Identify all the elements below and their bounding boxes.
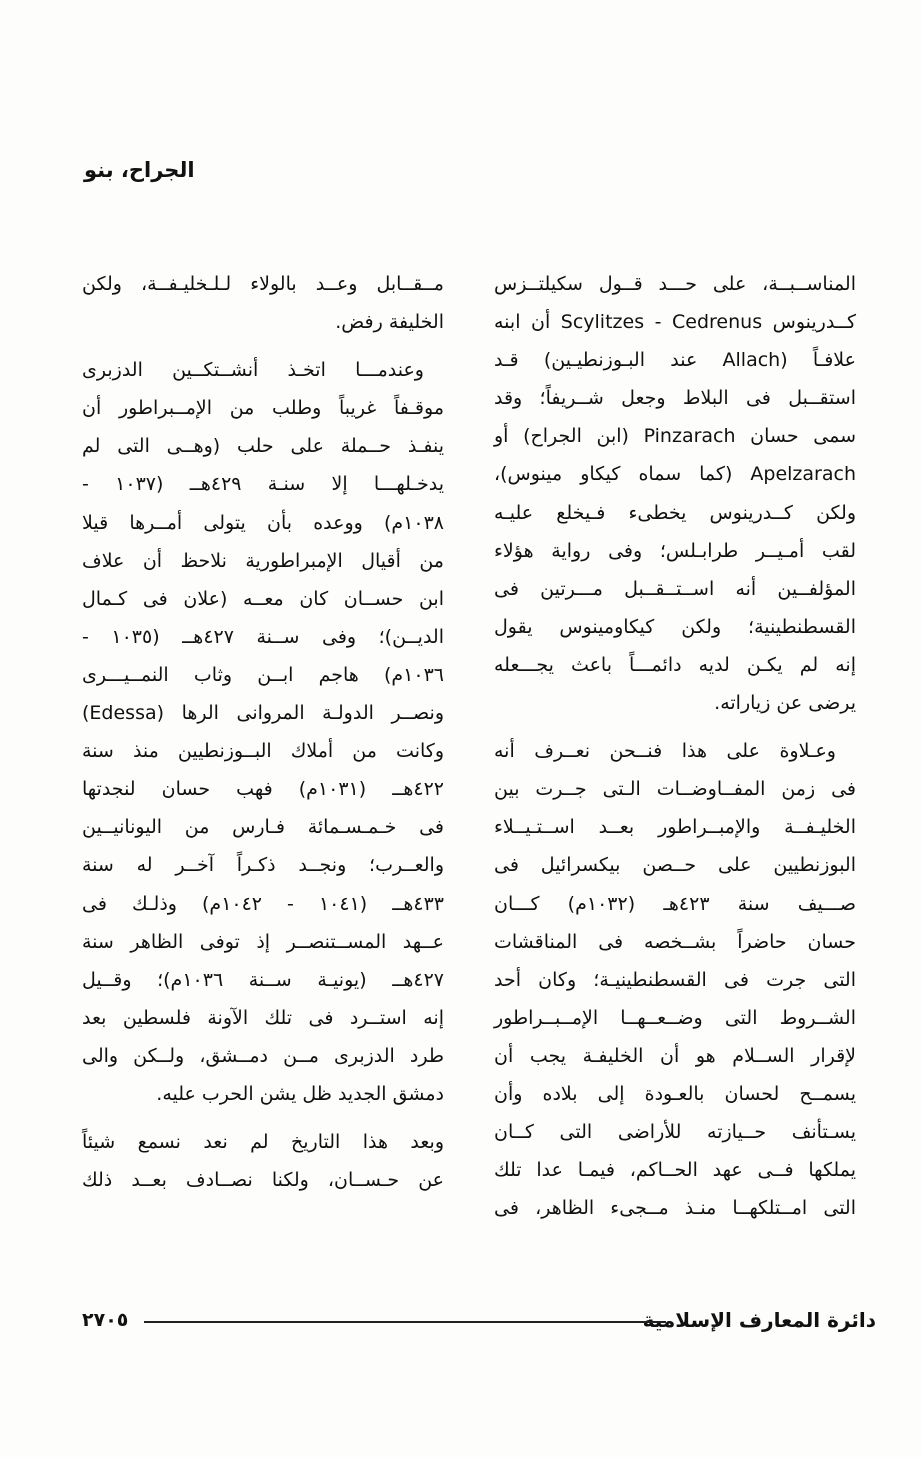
text-line: فى زمن المفــاوضــات الـتى جــرت بين [494,778,856,801]
page-footer [82,1305,876,1335]
text-line: لقب أمـيــر طرابـلس؛ وفى رواية هؤلاء [494,539,856,562]
text-line: حسان حاضراً بشــخصه فى المناقشات [494,930,856,953]
text-line: ١٠٣٨م) ووعده بأن يتولى أمــرها قيلا [82,511,444,534]
text-line: يسـتأنف حــيازته للأراضى التى كــان [494,1121,856,1144]
text-line: عن حـســان، ولكنا نصــادف بعــد ذلك [82,1169,444,1192]
text-line: يسمــح لحسان بالعـودة إلى بلاده وأن [494,1082,856,1105]
text-line: مــقــابل وعــد بالولاء لـلـخليـفــة، ولكن [82,273,444,295]
text-line: المؤلفــين أنه اســتــقــبل مـــرتين فى [494,577,856,600]
text-line: ابن حســان كان معــه (علان فى كـمال [82,587,444,610]
text-line: موقـفاً غريباً وطلب من الإمــبراطور أن [82,397,444,420]
text-line: القسطنطينية؛ ولكن كيكاومينوس يقول [494,615,856,638]
page-number: ٢٧٠٥ [82,1309,129,1331]
left-column [82,265,444,1199]
text-line: المناســبــة، على حـــد قــول سكيلتــزس [494,273,856,295]
text-line: الشــروط التى وضــعــهــا الإمــبــراطور [494,1006,856,1029]
text-line: ٤٣٣هــ (١٠٤١ - ١٠٤٢م) وذلـك فى [82,892,445,915]
running-head: الجراح، بنو [84,158,195,182]
paragraph-gap [82,341,444,351]
text-line: ولكن كــدرينوس يخطىء فـيخلع عليـه [494,501,856,524]
text-line: سمى حسان Pinzarach (ابن الجراح) أو [494,425,856,448]
text-line: من أقيال الإمبراطورية نلاحظ أن علاف [82,549,444,572]
text-line: طرد الدزبرى مــن دمــشق، ولــكن والى [82,1044,444,1067]
text-line: كــدرينوس Scylitzes - Cedrenus أن ابنه [494,311,856,334]
text-line: يملكها فــى عهد الحــاكم، فيمـا عدا تلك [494,1159,856,1182]
text-line: ينفـذ حــملة على حلب (وهــى التى لم [82,435,444,458]
text-line: يرضى عن زياراته. [714,692,856,715]
text-line: عــهد المســتنصــر إذ توفى الظاهر سنة [82,930,444,953]
text-line: التى جرت فى القسطنطينيـة؛ وكان أحد [494,968,856,991]
text-line: يدخـلهـــا إلا سنـة ٤٢٩هــ (١٠٣٧ - [82,473,445,496]
text-line: Apelzarach (كما سماه كيكاو مينوس)، [494,463,856,486]
text-line: وبعد هذا التاريخ لم نعد نسمع شيئاً [82,1131,444,1154]
text-line: علافـاً (Allach عند البـوزنطيـين) قـد [494,349,856,372]
text-line: الخليـفــة والإمبــراطور بعــد اســتـيــلاء [494,816,856,839]
footer-title: دائرة المعارف الإسلامية [642,1308,876,1332]
right-column [494,265,856,1227]
text-line: التى امــتلكهــا منـذ مــجىء الظاهر، فى [494,1197,856,1220]
text-line: دمشق الجديد ظل يشن الحرب عليه. [156,1082,444,1105]
text-line: إنه استــرد فى تلك الآونة فلسطين بعد [82,1006,444,1029]
text-line: صـــيف سنة ٤٢٣هـ (١٠٣٢م) كـــان [494,892,857,915]
text-line: ٤٢٧هــ (يونيـة ســنة ١٠٣٦م)؛ وقــيل [82,968,444,991]
text-line: الديــن)؛ وفى ســنة ٤٢٧هــ (١٠٣٥ - [82,625,444,648]
text-line: ٤٢٢هــ (١٠٣١م) فهب حسان لنجدتها [82,778,444,801]
text-line: استقــبل فى البلاط وجعل شــريفاً؛ وقد [494,387,856,410]
text-line: ١٠٣٦م) هاجم ابــن وثاب النمــيـــرى [82,663,444,686]
footer-rule [144,1321,666,1323]
paragraph-gap [82,1113,444,1123]
text-line: لإقرار الســلام هو أن الخليفـة يجب أن [494,1044,856,1067]
text-line: وعندمـــا اتخـذ أنشــتكــين الدزبرى [82,359,424,382]
text-line: والعــرب؛ ونجــد ذكـراً آخــر له سنة [82,854,444,877]
text-line: وعـلاوة على هذا فنــحن نعــرف أنه [494,740,836,763]
text-line: إنه لم يكـن لديه دائمـــاً باعث يجـــعله [494,653,856,676]
text-line: الخليفة رفض. [335,311,444,334]
text-line: وكانت من أملاك البــوزنطيين منذ سنة [82,740,444,763]
paragraph-gap [494,722,856,732]
text-line: ونصــر الدولـة المروانى الرها (Edessa) [82,702,444,725]
text-line: فى خـمـسـمائة فـارس من اليونانيــين [82,816,444,839]
text-line: البوزنطيين على حــصن بيكسرائيل فى [494,854,856,877]
